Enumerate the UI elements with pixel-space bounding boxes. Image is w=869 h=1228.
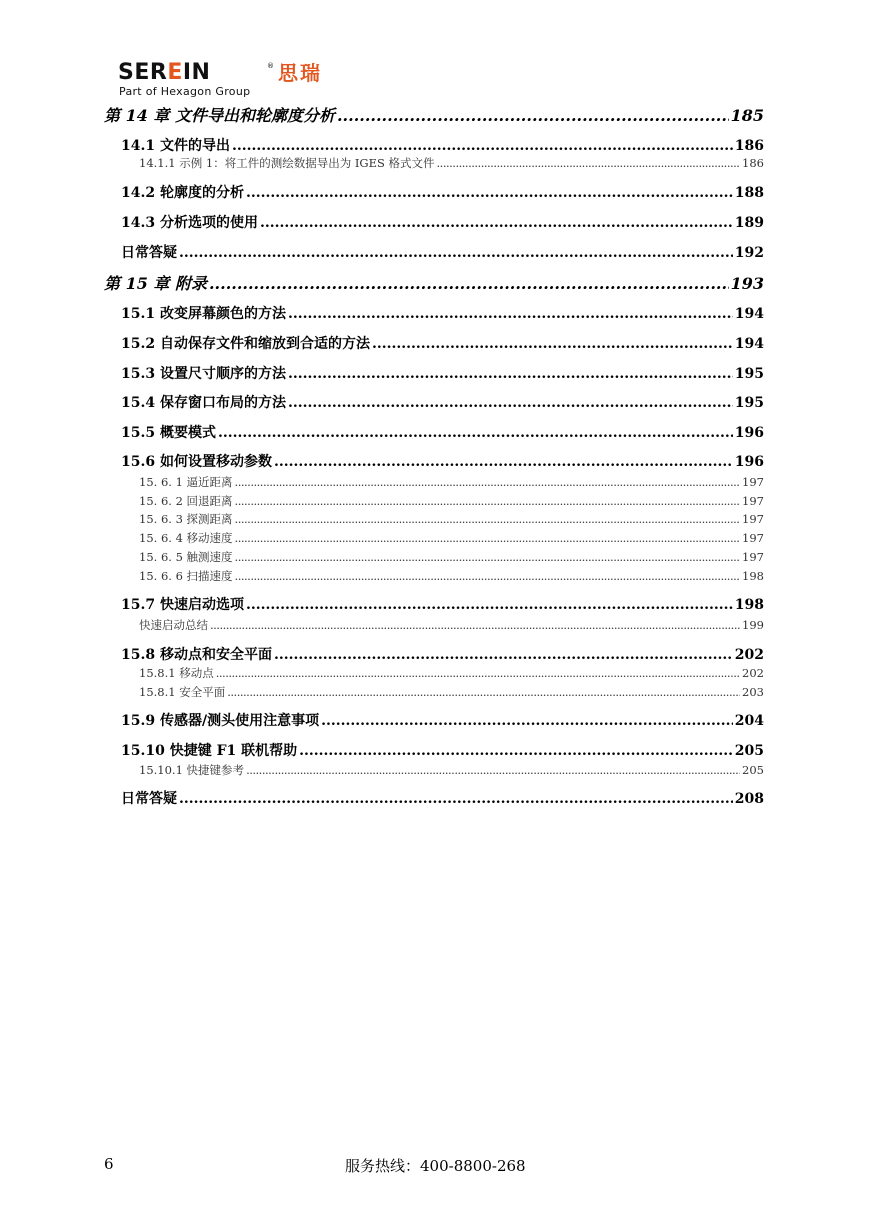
toc-entry-page: 205 [742,763,764,777]
toc-leader-dots [288,305,733,323]
toc-entry-page: 198 [734,597,764,613]
toc-entry-title: 15. 6. 4 移动速度 [139,531,233,545]
toc-entry-title: 15. 6. 1 逼近距离 [139,475,233,489]
toc-entry-title: 15.8.1 移动点 [139,666,214,680]
toc-entry-title: 快速启动总结 [139,618,208,632]
toc-entry-title: 15.7 快速启动选项 [121,597,244,613]
toc-subsection-entry[interactable] [139,475,764,490]
toc-section-entry[interactable] [121,394,764,412]
toc-leader-dots [337,106,729,126]
toc-leader-dots [274,646,733,664]
toc-section-entry[interactable] [121,365,764,383]
toc-entry-title: 15.10.1 快捷键参考 [139,763,245,777]
toc-entry-page: 193 [730,274,764,293]
toc-leader-dots [209,274,729,294]
toc-entry-title: 15. 6. 2 回退距离 [139,494,233,508]
toc-entry-page: 196 [734,425,764,441]
toc-entry-page: 197 [742,512,764,526]
toc-entry-title: 第 15 章 附录 [104,274,207,293]
toc-entry-title: 15.5 概要模式 [121,425,216,441]
toc-section-entry[interactable] [121,137,764,155]
toc-subsection-entry[interactable] [139,156,764,171]
toc-entry-page: 202 [734,647,764,663]
toc-leader-dots [235,569,741,584]
toc-leader-dots [179,790,733,808]
toc-leader-dots [246,596,733,614]
toc-leader-dots [321,712,733,730]
toc-entry-title: 15.8.1 安全平面 [139,685,226,699]
toc-entry-title: 15.3 设置尺寸顺序的方法 [121,366,286,382]
toc-section-entry[interactable] [121,214,764,232]
toc-leader-dots [179,244,733,262]
toc-chapter-entry[interactable] [104,274,764,294]
toc-leader-dots [372,335,733,353]
toc-entry-page: 199 [742,618,764,632]
toc-leader-dots [299,742,733,760]
logo-registered-mark: ® [267,62,274,70]
toc-section-entry[interactable] [121,453,764,471]
toc-entry-page: 186 [742,156,764,170]
toc-leader-dots [288,394,733,412]
toc-leader-dots [274,453,733,471]
toc-entry-title: 15.1 改变屏幕颜色的方法 [121,306,286,322]
toc-section-entry[interactable] [121,790,764,808]
toc-entry-title: 15. 6. 3 探测距离 [139,512,233,526]
toc-leader-dots [216,666,740,681]
toc-leader-dots [235,494,741,509]
toc-entry-page: 195 [734,395,764,411]
toc-entry-title: 14.2 轮廓度的分析 [121,185,244,201]
toc-section-entry[interactable] [121,646,764,664]
toc-entry-title: 15.2 自动保存文件和缩放到合适的方法 [121,336,370,352]
toc-section-entry[interactable] [121,244,764,262]
toc-subsection-entry[interactable] [139,666,764,681]
toc-entry-title: 14.3 分析选项的使用 [121,215,258,231]
toc-entry-title: 14.1.1 示例 1：将工件的测绘数据导出为 IGES 格式文件 [139,156,435,170]
toc-entry-page: 194 [734,336,764,352]
toc-entry-title: 日常答疑 [121,245,177,261]
toc-leader-dots [235,512,741,527]
toc-subsection-entry[interactable] [139,763,764,778]
toc-entry-page: 192 [734,245,764,261]
toc-section-entry[interactable] [121,184,764,202]
toc-section-entry[interactable] [121,305,764,323]
page-number: 6 [104,1155,114,1173]
toc-leader-dots [227,685,740,700]
toc-entry-page: 195 [734,366,764,382]
toc-leader-dots [288,365,733,383]
toc-entry-page: 186 [734,138,764,154]
toc-leader-dots [235,475,741,490]
toc-section-entry[interactable] [121,424,764,442]
toc-subsection-entry[interactable] [139,618,764,633]
toc-entry-title: 15. 6. 5 触测速度 [139,550,233,564]
toc-entry-title: 15.4 保存窗口布局的方法 [121,395,286,411]
toc-leader-dots [246,763,740,778]
toc-subsection-entry[interactable] [139,494,764,509]
toc-leader-dots [235,531,741,546]
toc-subsection-entry[interactable] [139,569,764,584]
toc-entry-title: 14.1 文件的导出 [121,138,230,154]
toc-section-entry[interactable] [121,742,764,760]
toc-entry-title: 日常答疑 [121,791,177,807]
toc-subsection-entry[interactable] [139,531,764,546]
toc-entry-page: 185 [730,106,764,125]
toc-entry-page: 197 [742,475,764,489]
toc-leader-dots [232,137,733,155]
toc-entry-page: 196 [734,454,764,470]
toc-entry-title: 15.6 如何设置移动参数 [121,454,272,470]
toc-leader-dots [235,550,741,565]
toc-entry-title: 第 14 章 文件导出和轮廓度分析 [104,106,335,125]
toc-leader-dots [260,214,733,232]
service-hotline: 服务热线：400-8800-268 [345,1157,526,1175]
toc-entry-page: 197 [742,494,764,508]
toc-entry-page: 208 [734,791,764,807]
toc-subsection-entry[interactable] [139,512,764,527]
toc-entry-page: 205 [734,743,764,759]
logo-wordmark: SEREIN [118,60,211,85]
toc-entry-page: 189 [734,215,764,231]
toc-leader-dots [246,184,733,202]
toc-section-entry[interactable] [121,596,764,614]
toc-entry-page: 202 [742,666,764,680]
toc-entry-title: 15.8 移动点和安全平面 [121,647,272,663]
toc-chapter-entry[interactable] [104,106,764,126]
toc-entry-title: 15. 6. 6 扫描速度 [139,569,233,583]
toc-entry-title: 15.9 传感器/测头使用注意事项 [121,713,320,729]
toc-section-entry[interactable] [121,712,764,730]
toc-entry-page: 203 [742,685,764,699]
toc-entry-page: 188 [734,185,764,201]
toc-subsection-entry[interactable] [139,685,764,700]
toc-leader-dots [218,424,733,442]
toc-leader-dots [210,618,740,633]
toc-entry-page: 197 [742,531,764,545]
toc-entry-page: 197 [742,550,764,564]
toc-subsection-entry[interactable] [139,550,764,565]
toc-entry-title: 15.10 快捷键 F1 联机帮助 [121,743,298,759]
toc-section-entry[interactable] [121,335,764,353]
toc-leader-dots [437,156,741,171]
toc-entry-page: 204 [734,713,764,729]
toc-entry-page: 194 [734,306,764,322]
serein-logo [118,62,378,100]
logo-tagline: Part of Hexagon Group [119,85,251,98]
logo-chinese-name: 思瑞 [278,61,322,85]
toc-entry-page: 198 [742,569,764,583]
